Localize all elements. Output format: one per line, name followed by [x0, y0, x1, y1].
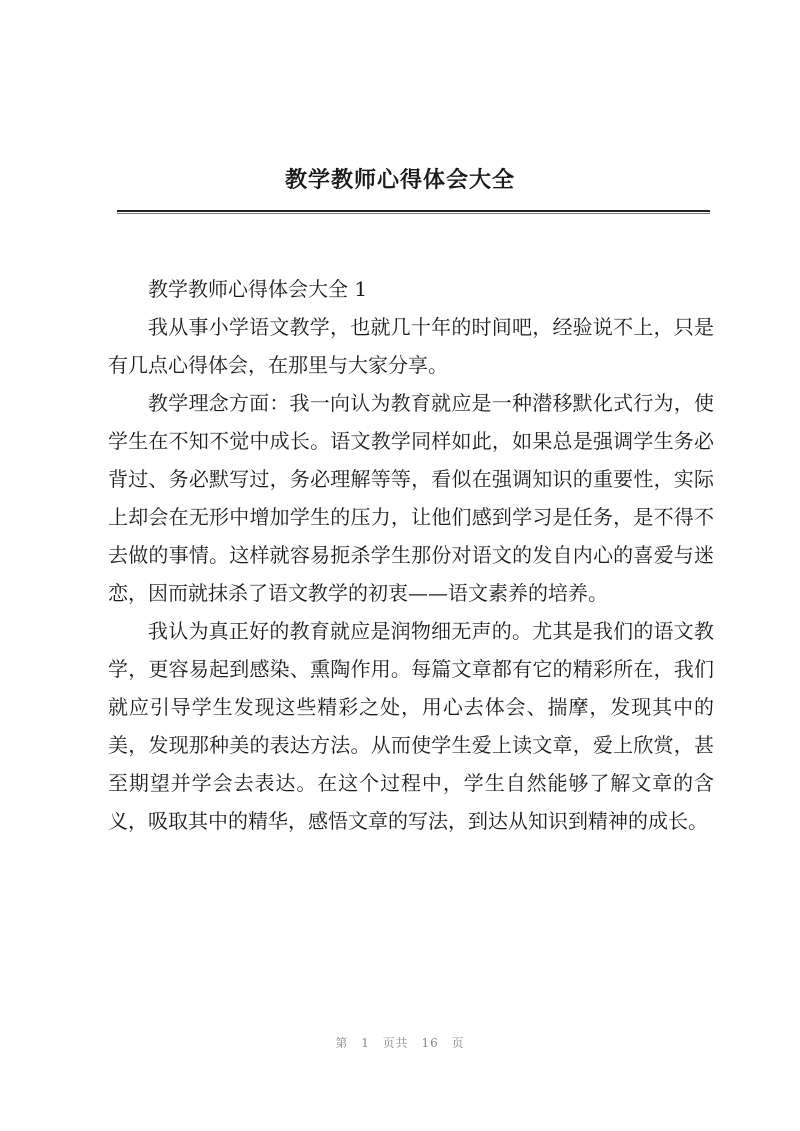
footer-suffix: 页 [451, 1036, 465, 1050]
document-title: 教学教师心得体会大全 [284, 167, 515, 193]
current-page-number: 1 [361, 1036, 370, 1050]
footer-middle: 页共 [382, 1036, 409, 1050]
footer-prefix: 第 [335, 1036, 349, 1050]
total-page-count: 16 [421, 1036, 439, 1050]
paragraph: 我从事小学语文教学，也就几十年的时间吧，经验说不上，只是有几点心得体会，在那里与大家分享。 [108, 315, 714, 377]
section-heading: 教学教师心得体会大全 1 [148, 277, 368, 301]
paragraph: 教学理念方面：我一向认为教育就应是一种潜移默化式行为，使学生在不知不觉中成长。语文教学同样如此，如果总是强调学生务必背过、务必默写过，务必理解等等，看似在强调知识的重要性，实际上却会在无形中增加学生的压力，让他们感到学习是任务，是不得不去做的事情。这样就容易扼杀学生那份对语文的发自内心的喜爱与迷恋，因而就抹杀了语文教学的初衷——语文素养的培养。 [108, 391, 714, 605]
title-divider [117, 210, 710, 214]
paragraph: 我认为真正好的教育就应是润物细无声的。尤其是我们的语文教学，更容易起到感染、熏陶作用。每篇文章都有它的精彩所在，我们就应引导学生发现这些精彩之处，用心去体会、揣摩，发现其中的美，发现那种美的表达方法。从而使学生爱上读文章，爱上欣赏，甚至期望并学会去表达。在这个过程中，学生自然能够了解文章的含义，吸取其中的精华，感悟文章的写法，到达从知识到精神的成长。 [108, 619, 714, 833]
document-body [108, 270, 714, 840]
page-footer [0, 1034, 800, 1051]
